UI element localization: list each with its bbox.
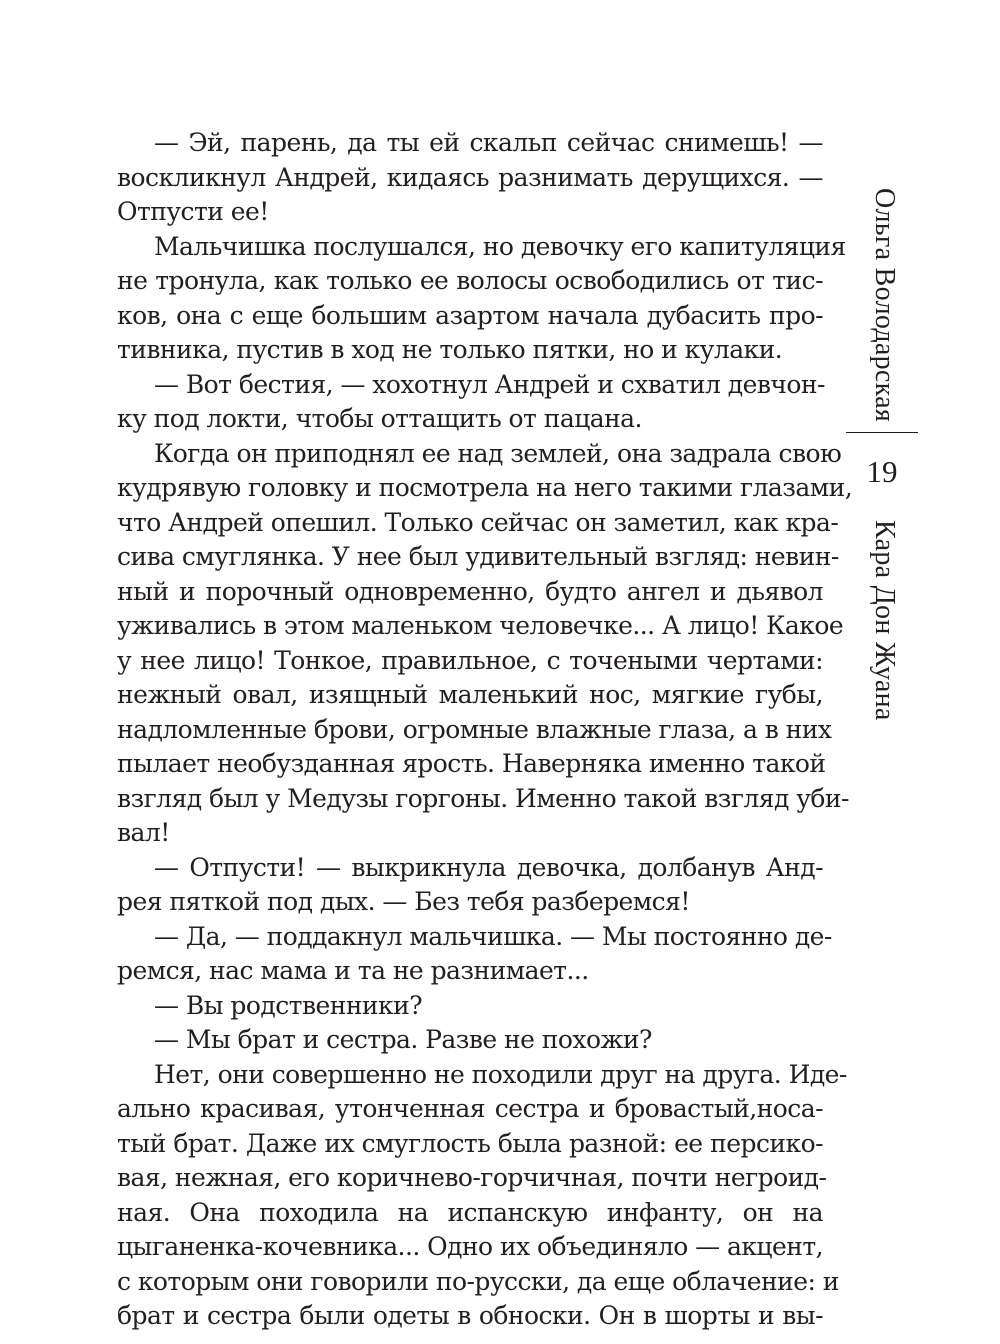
text-line: пылает необузданная ярость. Наверняка именно такой (117, 749, 826, 778)
text-line: надломленные брови, огромные влажные глаза, а в них (117, 714, 832, 744)
text-line: ная. Она походила на испанскую инфанту, он на (117, 1197, 823, 1227)
text-line: ально красивая, утонченная сестра и бровастый,носа- (117, 1094, 823, 1123)
text-line: взгляд был у Медузы горгоны. Именно такой взгляд уби- (117, 783, 849, 813)
header-divider (846, 432, 918, 433)
text-line: — Отпусти! — выкрикнула девочка, долбанув Анд- (154, 852, 823, 882)
text-line: нежный овал, изящный маленький нос, мягкие губы, (117, 680, 823, 709)
text-line: — Да, — поддакнул мальчишка. — Мы постоянно де- (154, 921, 832, 951)
text-line: цыганенка-кочевника... Одно их объединяло — акцент, (117, 1232, 823, 1261)
text-line: уживались в этом маленьком человечке... А лицо! Какое (117, 611, 844, 640)
book-title: Кара Дон Жуана (869, 520, 900, 721)
text-line: ремся, нас мама и та не разнимает... (117, 956, 589, 985)
text-line: — Вот бестия, — хохотнул Андрей и схватил девчон- (154, 369, 825, 399)
text-line: сива смуглянка. У нее был удивительный взгляд: невин- (117, 542, 839, 571)
text-line: Нет, они совершенно не походили друг на друга. Иде- (154, 1059, 847, 1089)
text-line: — Эй, парень, да ты ей скальп сейчас снимешь! — (154, 128, 823, 157)
running-header (836, 160, 946, 750)
text-line: ков, она с еще большим азартом начала дубасить про- (117, 300, 823, 330)
text-line: тый брат. Даже их смуглость была разной: ее персико- (117, 1128, 823, 1158)
text-line: Отпусти ее! (117, 197, 269, 226)
text-line: не тронула, как только ее волосы освободились от тис- (117, 266, 823, 295)
text-line: — Вы родственники? (154, 990, 423, 1020)
text-line: с которым они говорили по-русски, да еще облачение: и (117, 1266, 839, 1296)
text-line: ный и порочный одновременно, будто ангел и дьявол (117, 576, 823, 606)
text-line: тивника, пустив в ход не только пятки, но и кулаки. (117, 335, 783, 364)
text-line: вал! (117, 818, 170, 847)
page-number: 19 (866, 454, 898, 489)
text-line: — Мы брат и сестра. Разве не похожи? (154, 1025, 652, 1054)
text-line: вая, нежная, его коричнево-горчичная, почти негроид- (117, 1163, 827, 1192)
author-name: Ольга Володарская (869, 187, 900, 422)
text-line: у нее лицо! Тонкое, правильное, с точеными чертами: (117, 645, 823, 675)
text-line: что Андрей опешил. Только сейчас он заметил, как кра- (117, 507, 839, 537)
text-line: Когда он приподнял ее над землей, она задрала свою (154, 438, 842, 468)
text-line: ку под локти, чтобы оттащить от пацана. (117, 404, 642, 433)
text-line: рея пяткой под дых. — Без тебя разберемся! (117, 887, 690, 916)
text-line: воскликнул Андрей, кидаясь разнимать дерущихся. — (117, 162, 823, 192)
text-line: Мальчишка послушался, но девочку его капитуляция (154, 231, 846, 261)
text-line: кудрявую головку и посмотрела на него такими глазами, (117, 473, 853, 502)
body-text (117, 126, 853, 1334)
text-line: брат и сестра были одеты в обноски. Он в шорты и вы- (117, 1301, 823, 1330)
